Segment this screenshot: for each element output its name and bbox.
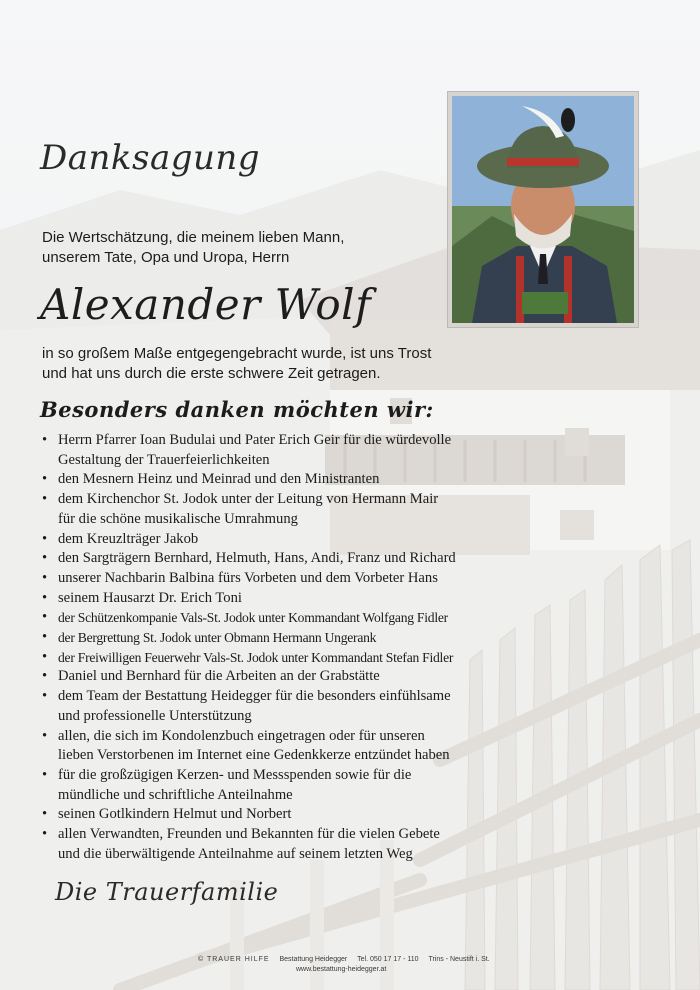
thanks-item-line: Gestaltung der Trauerfeierlichkeiten: [58, 451, 270, 468]
intro-line: unserem Tate, Opa und Uropa, Herrn: [42, 249, 290, 266]
thanks-item-line: seinen Gotlkindern Helmut und Norbert: [58, 806, 292, 823]
thanks-list-item: [40, 490, 540, 529]
thanks-list: [40, 431, 540, 864]
footer-company: Bestattung Heidegger: [279, 956, 348, 963]
thanks-list-item: [40, 608, 540, 628]
thanks-list-item: [40, 589, 540, 609]
gratitude-line: in so großem Maße entgegengebracht wurde, ist uns Trost: [42, 345, 432, 362]
gratitude-text: [42, 344, 472, 384]
intro-line: Die Wertschätzung, die meinem lieben Mann,: [42, 229, 345, 246]
thanks-list-item: [40, 805, 540, 825]
portrait-image: [452, 96, 634, 323]
thanks-item-line: seinem Hausarzt Dr. Erich Toni: [58, 589, 242, 606]
page-title: Danksagung: [40, 138, 261, 178]
thanks-list-item: [40, 667, 540, 687]
thanks-item-line: der Bergrettung St. Jodok unter Obmann Hermann Ungerank: [58, 630, 377, 646]
thanks-item-line: und die überwältigende Anteilnahme auf seinem letzten Weg: [58, 845, 413, 862]
bullet-icon: •: [42, 806, 48, 823]
bullet-icon: •: [42, 766, 48, 783]
thanks-item-line: dem Team der Bestattung Heidegger für die besonders einfühlsame: [58, 688, 451, 705]
bullet-icon: •: [42, 569, 48, 586]
bullet-icon: •: [42, 648, 48, 665]
bullet-icon: •: [42, 688, 48, 705]
footer-brand: © TRAUER HILFE: [198, 956, 270, 963]
footer-phone: Tel. 050 17 17 - 110: [357, 956, 419, 963]
thanks-item-line: mündliche und schriftliche Anteilnahme: [58, 786, 293, 803]
thanks-item-line: für die schöne musikalische Umrahmung: [58, 510, 298, 527]
thanks-item-line: den Sargträgern Bernhard, Helmuth, Hans, Andi, Franz und Richard: [58, 550, 456, 567]
thanks-item-line: der Schützenkompanie Vals-St. Jodok unter Kommandant Wolfgang Fidler: [58, 610, 448, 626]
thanks-list-item: [40, 766, 540, 805]
thanks-item-line: der Freiwilligen Feuerwehr Vals-St. Jodok unter Kommandant Stefan Fidler: [58, 649, 454, 665]
thanks-item-line: allen Verwandten, Freunden und Bekannten für die vielen Gebete: [58, 826, 440, 843]
bullet-icon: •: [42, 491, 48, 508]
thanks-list-item: [40, 727, 540, 766]
bullet-icon: •: [42, 609, 48, 626]
signature-closing: Die Trauerfamilie: [55, 878, 279, 906]
thanks-list-item: [40, 648, 540, 668]
thanks-list-item: [40, 530, 540, 550]
thanks-item-line: Daniel und Bernhard für die Arbeiten an der Grabstätte: [58, 668, 380, 685]
thanks-item-line: unserer Nachbarin Balbina fürs Vorbeten und dem Vorbeter Hans: [58, 569, 438, 586]
gratitude-line: und hat uns durch die erste schwere Zeit getragen.: [42, 365, 381, 382]
bullet-icon: •: [42, 471, 48, 488]
thanks-item-line: allen, die sich im Kondolenzbuch eingetragen oder für unseren: [58, 727, 425, 744]
bullet-icon: •: [42, 629, 48, 646]
bullet-icon: •: [42, 589, 48, 606]
thanks-heading: Besonders danken möchten wir:: [40, 397, 434, 422]
bullet-icon: •: [42, 727, 48, 744]
thanks-list-item: [40, 628, 540, 648]
thanks-list-item: [40, 687, 540, 726]
bullet-icon: •: [42, 550, 48, 567]
thanks-item-line: den Mesnern Heinz und Meinrad und den Ministranten: [58, 471, 380, 488]
footer-website[interactable]: www.bestattung-heidegger.at: [296, 966, 387, 973]
thanks-list-item: [40, 569, 540, 589]
thanks-list-item: [40, 825, 540, 864]
thanks-item-line: für die großzügigen Kerzen- und Messspenden sowie für die: [58, 766, 412, 783]
bullet-icon: •: [42, 530, 48, 547]
thanks-item-line: dem Kreuzlträger Jakob: [58, 530, 199, 547]
bullet-icon: •: [42, 432, 48, 448]
bullet-icon: •: [42, 826, 48, 843]
bullet-icon: •: [42, 668, 48, 685]
thanks-item-line: lieben Verstorbenen im Internet eine Gedenkkerze entzündet haben: [58, 747, 450, 764]
intro-text: [42, 228, 422, 268]
deceased-name: Alexander Wolf: [40, 280, 372, 329]
portrait-photo: [447, 91, 639, 328]
footer-location: Trins - Neustift i. St.: [428, 956, 490, 963]
thanks-list-item: [40, 431, 540, 470]
thanks-item-line: und professionelle Unterstützung: [58, 707, 252, 724]
thanks-list-item: [40, 470, 540, 490]
thanks-item-line: Herrn Pfarrer Ioan Budulai und Pater Erich Geir für die würdevolle: [58, 432, 452, 448]
thanks-item-line: dem Kirchenchor St. Jodok unter der Leitung von Hermann Mair: [58, 491, 439, 508]
footer: [198, 955, 490, 975]
thanks-list-item: [40, 549, 540, 569]
